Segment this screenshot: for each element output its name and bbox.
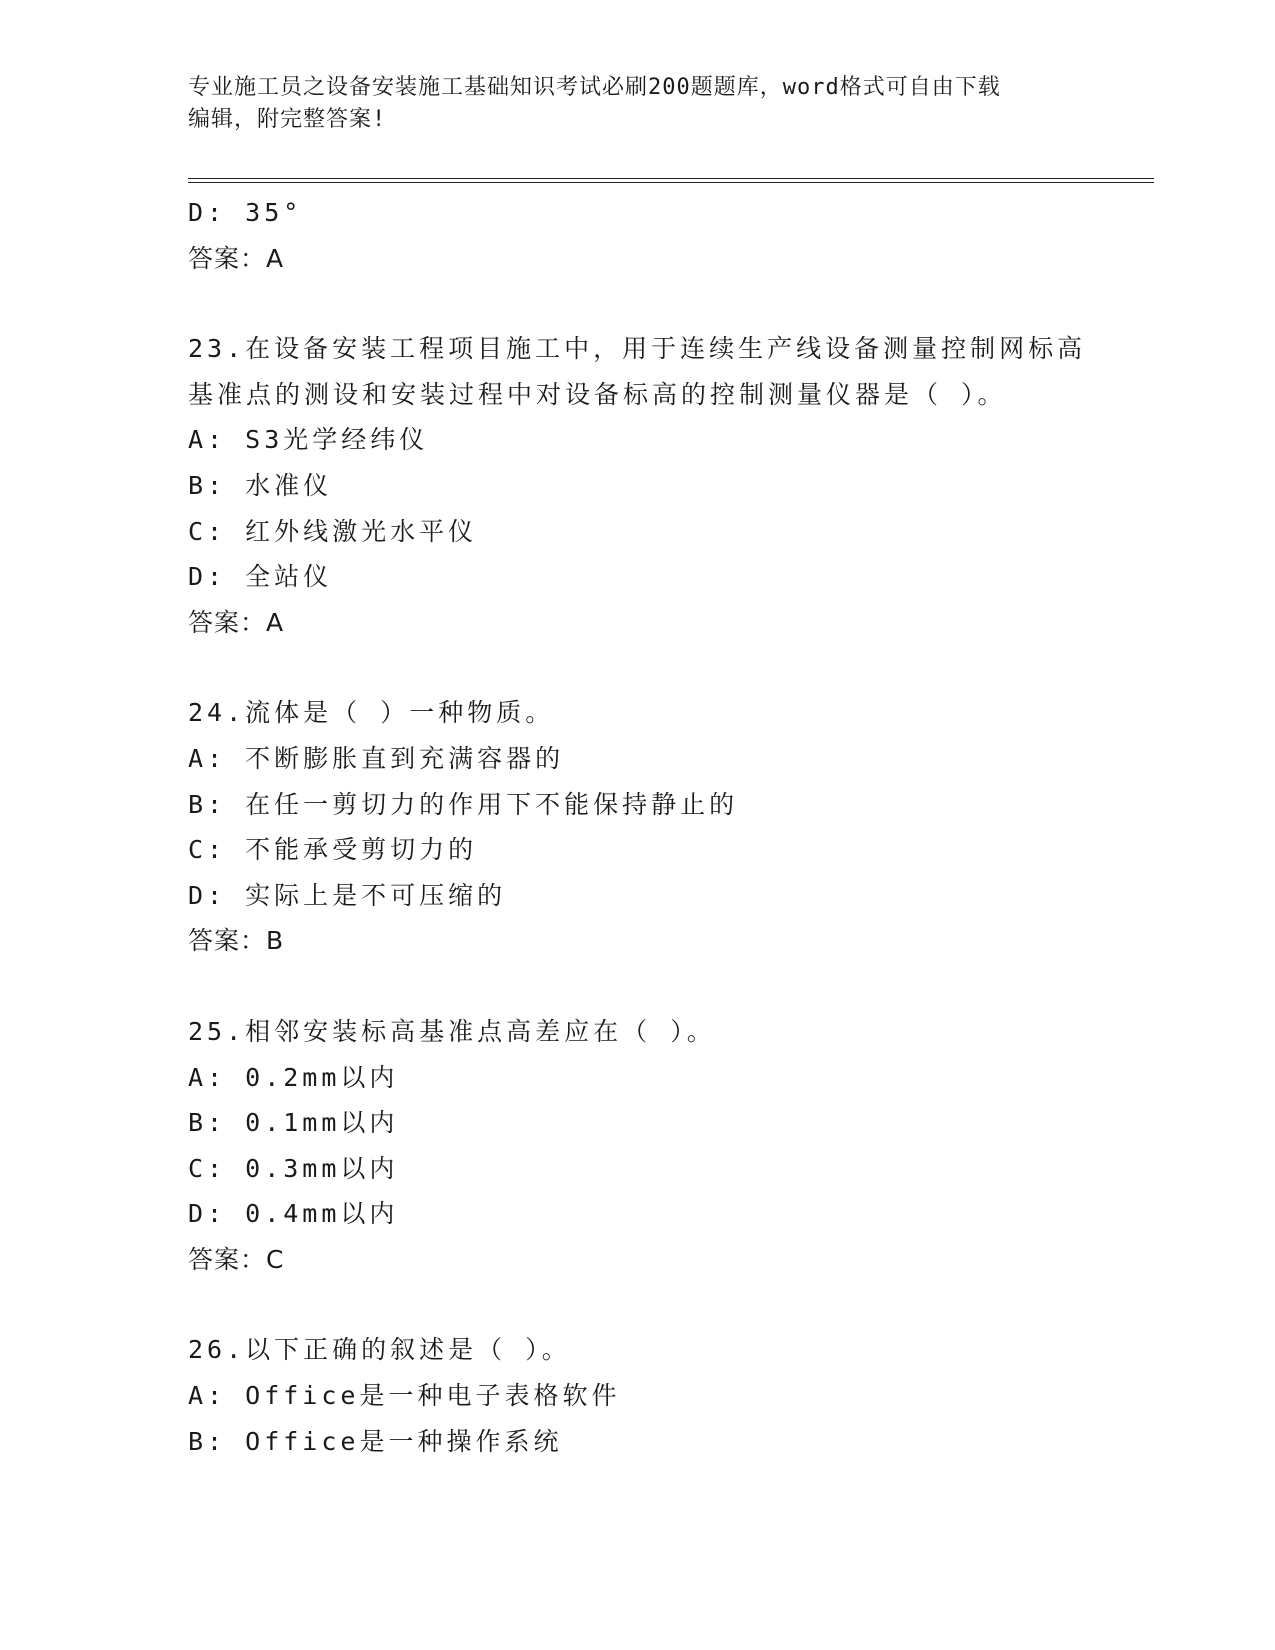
option-b: B: 水准仪 xyxy=(188,470,333,500)
question-stem: 24.流体是（ ）一种物质。 xyxy=(188,698,555,728)
question-24 xyxy=(188,690,1154,964)
option-c: C: 0.3mm以内 xyxy=(188,1153,399,1183)
answer-line: 答案：B xyxy=(188,926,285,956)
option-d: D: 全站仪 xyxy=(188,562,333,592)
question-stem: 26.以下正确的叙述是（ ）。 xyxy=(188,1335,571,1365)
question-25 xyxy=(188,1009,1154,1283)
question-stem: 基准点的测设和安装过程中对设备标高的控制测量仪器是（ ）。 xyxy=(188,379,1007,409)
header-title-line-2: 编辑，附完整答案! xyxy=(188,107,387,132)
question-23 xyxy=(188,326,1154,645)
header-double-rule xyxy=(188,178,1154,183)
option-d: D: 35° xyxy=(188,198,303,227)
question-26 xyxy=(188,1327,1154,1464)
question-content xyxy=(188,190,1154,1464)
option-b: B: 0.1mm以内 xyxy=(188,1108,399,1138)
option-d: D: 实际上是不可压缩的 xyxy=(188,880,507,910)
spacer xyxy=(188,645,1154,690)
answer-line: 答案：A xyxy=(188,243,285,273)
answer-line: 答案：A xyxy=(188,607,285,637)
option-d: D: 0.4mm以内 xyxy=(188,1199,399,1229)
document-header xyxy=(188,72,1088,136)
option-b: B: 在任一剪切力的作用下不能保持静止的 xyxy=(188,789,739,819)
option-a: A: 不断膨胀直到充满容器的 xyxy=(188,743,565,773)
spacer xyxy=(188,964,1154,1009)
option-c: C: 红外线激光水平仪 xyxy=(188,516,478,546)
option-a: A: Office是一种电子表格软件 xyxy=(188,1381,621,1411)
question-stem: 23.在设备安装工程项目施工中，用于连续生产线设备测量控制网标高 xyxy=(188,334,1087,364)
spacer xyxy=(188,1282,1154,1327)
option-b: B: Office是一种操作系统 xyxy=(188,1426,563,1456)
answer-line: 答案：C xyxy=(188,1244,285,1274)
spacer xyxy=(188,281,1154,326)
option-a: A: 0.2mm以内 xyxy=(188,1062,399,1092)
option-a: A: S3光学经纬仪 xyxy=(188,425,429,455)
question-stem: 25.相邻安装标高基准点高差应在（ ）。 xyxy=(188,1016,716,1046)
option-c: C: 不能承受剪切力的 xyxy=(188,835,478,865)
header-title-line-1: 专业施工员之设备安装施工基础知识考试必刷200题题库，word格式可自由下载 xyxy=(188,75,1001,100)
